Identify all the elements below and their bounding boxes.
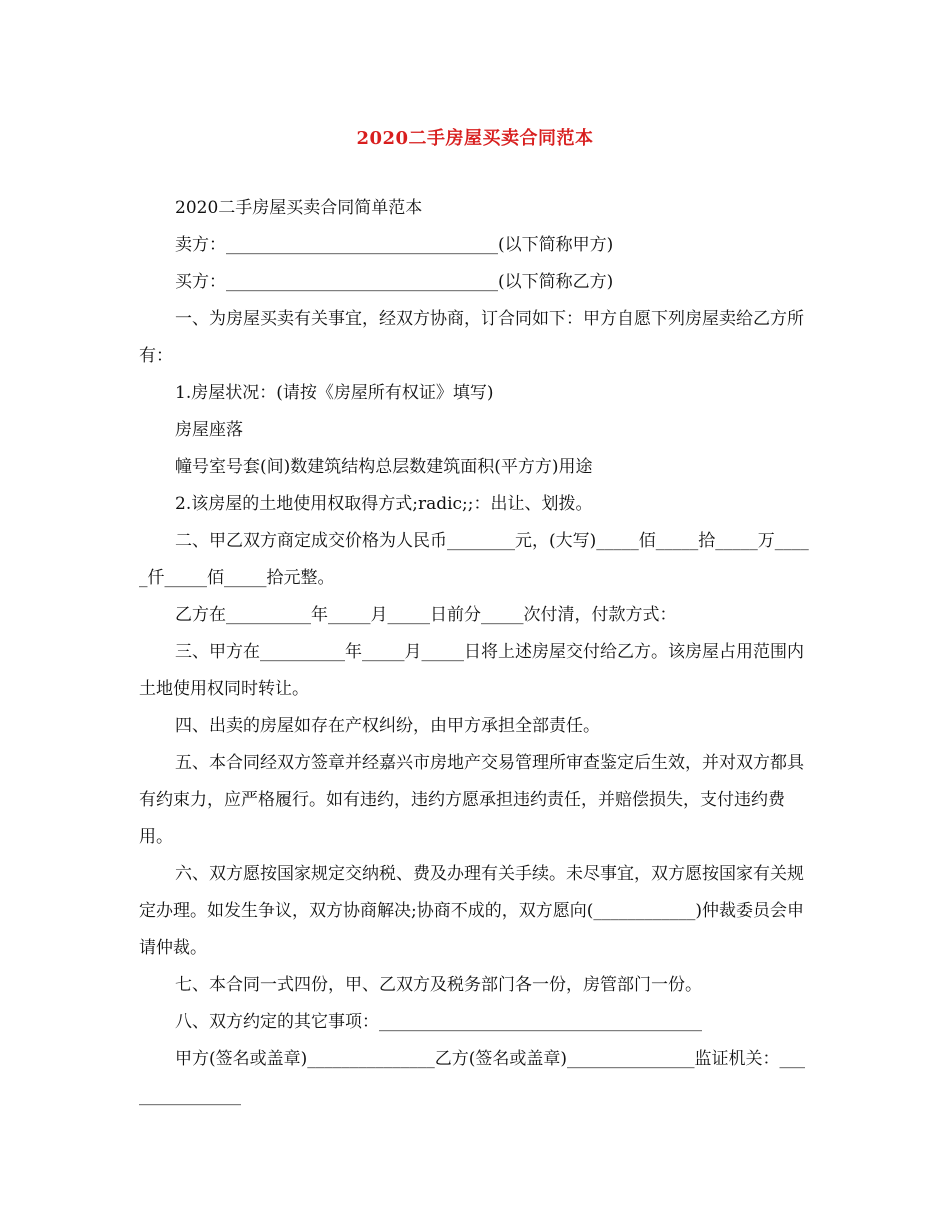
clause-1: 一、为房屋买卖有关事宜，经双方协商，订合同如下：甲方自愿下列房屋卖给乙方所有：: [139, 309, 804, 366]
document-title: 2020二手房屋买卖合同范本: [356, 128, 594, 149]
clause-7-copies: 七、本合同一式四份，甲、乙双方及税务部门各一份，房管部门一份。: [175, 975, 702, 995]
clause-3-delivery: 三、甲方在__________年_____月_____日将上述房屋交付给乙方。该房屋占用范围内土地使用权同时转让。: [139, 642, 804, 699]
payment-terms: 乙方在__________年_____月_____日前分_____次付清，付款方式：: [175, 605, 677, 625]
house-fields: 幢号室号套(间)数建筑结构总层数建筑面积(平方方)用途: [175, 457, 593, 477]
clause-8-other: 八、双方约定的其它事项：______________________________________: [175, 1012, 702, 1032]
land-use-right: 2.该房屋的土地使用权取得方式;radic;;：出让、划拨。: [175, 494, 593, 514]
signature-line: 甲方(签名或盖章)_______________乙方(签名或盖章)_______________监证机关：_______________: [139, 1049, 806, 1106]
document-body: [139, 190, 811, 1115]
subtitle-paragraph: 2020二手房屋买卖合同简单范本: [175, 198, 423, 218]
clause-6-taxes: 六、双方愿按国家规定交纳税、费及办理有关手续。未尽事宜，双方愿按国家有关规定办理。如发生争议，双方协商解决;协商不成的，双方愿向(____________)仲裁委员会申请仲裁。: [139, 864, 804, 958]
clause-5-effect: 五、本合同经双方签章并经嘉兴市房地产交易管理所审查鉴定后生效，并对双方都具有约束力，应严格履行。如有违约，违约方愿承担违约责任，并赔偿损失，支付违约费用。: [139, 753, 804, 847]
seller-line: 卖方：________________________________(以下简称甲方): [175, 235, 614, 255]
house-location: 房屋座落: [175, 420, 243, 440]
clause-2-price: 二、甲乙双方商定成交价格为人民币________元，(大写)_____佰_____拾_____万_____仟_____佰_____拾元整。: [139, 531, 809, 588]
clause-4-dispute: 四、出卖的房屋如存在产权纠纷，由甲方承担全部责任。: [175, 716, 600, 736]
buyer-line: 买方：________________________________(以下简称乙方): [175, 272, 614, 292]
house-status: 1.房屋状况：(请按《房屋所有权证》填写): [175, 383, 494, 403]
